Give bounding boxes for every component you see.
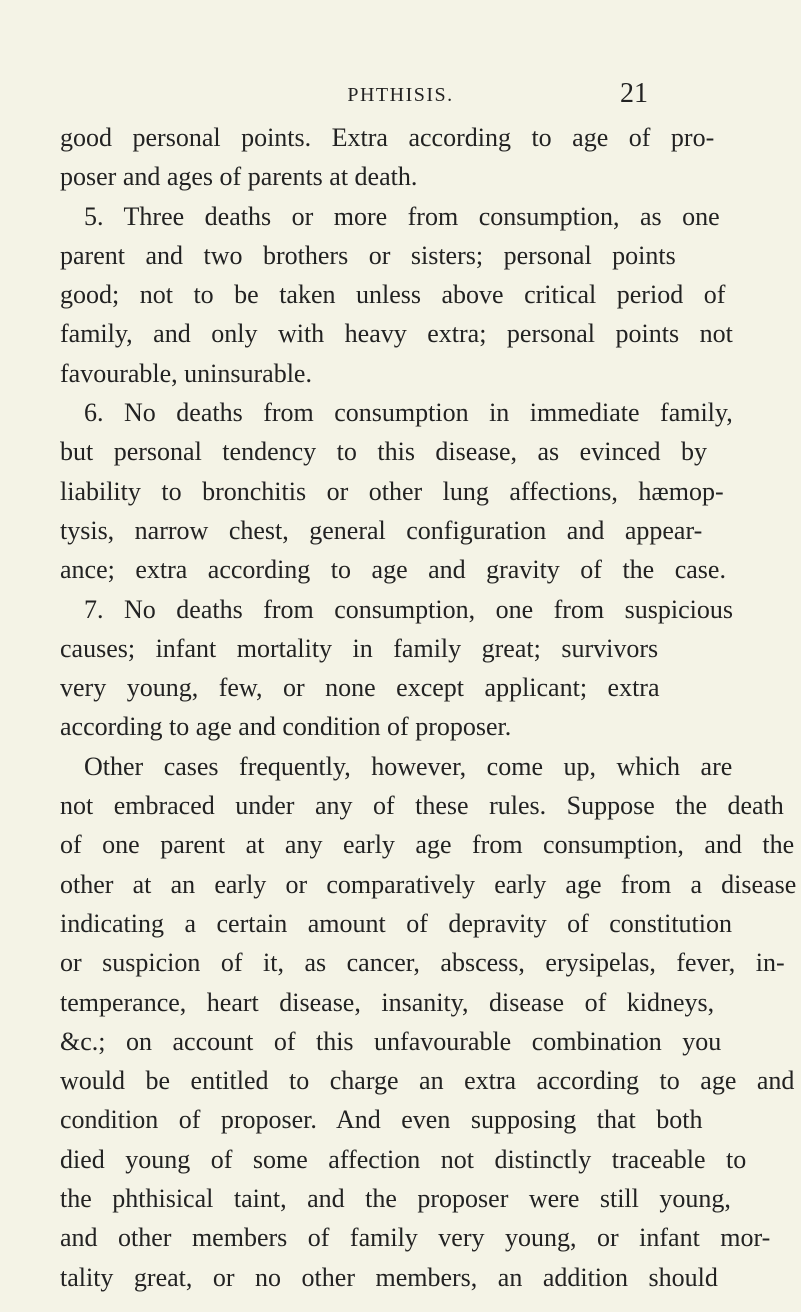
page-number: 21: [620, 78, 648, 109]
text-line: 7. No deaths from consumption, one from suspicious: [84, 594, 733, 624]
text-line: family, and only with heavy extra; personal points not: [60, 319, 733, 349]
text-line: according to age and condition of proposer.: [60, 712, 512, 742]
text-line: or suspicion of it, as cancer, abscess, erysipelas, fever, in-: [60, 948, 785, 978]
text-line: Other cases frequently, however, come up, which are: [84, 751, 733, 781]
text-line: not embraced under any of these rules. Suppose the death: [60, 791, 784, 821]
text-line: indicating a certain amount of depravity of constitution: [60, 908, 733, 938]
text-line: died young of some affection not distinctly traceable to: [60, 1144, 747, 1174]
text-line: favourable, uninsurable.: [60, 358, 312, 388]
text-line: temperance, heart disease, insanity, disease of kidneys,: [60, 987, 715, 1017]
text-line: causes; infant mortality in family great; survivors: [60, 633, 659, 663]
text-line: other at an early or comparatively early age from a disease: [60, 869, 797, 899]
text-line: condition of proposer. And even supposing that both: [60, 1105, 703, 1135]
text-line: tality great, or no other members, an addition should: [60, 1262, 718, 1292]
body-text: [60, 118, 800, 1297]
text-line: good personal points. Extra according to age of pro-: [60, 123, 715, 152]
text-line: poser and ages of parents at death.: [60, 162, 418, 192]
text-line: parent and two brothers or sisters; personal points: [60, 240, 676, 270]
text-line: and other members of family very young, or infant mor-: [60, 1223, 771, 1253]
text-line: tysis, narrow chest, general configuration and appear-: [60, 515, 703, 545]
text-line: liability to bronchitis or other lung affections, hæmop-: [60, 476, 724, 506]
text-line: very young, few, or none except applicant; extra: [60, 673, 660, 703]
text-line: good; not to be taken unless above critical period of: [60, 280, 726, 310]
running-title: PHTHISIS.: [347, 84, 454, 106]
text-line: &c.; on account of this unfavourable combination you: [60, 1026, 722, 1056]
text-line: 5. Three deaths or more from consumption, as one: [84, 201, 720, 231]
text-line: ance; extra according to age and gravity of the case.: [60, 555, 726, 585]
text-line: the phthisical taint, and the proposer were still young,: [60, 1184, 731, 1214]
text-line: would be entitled to charge an extra according to age and: [60, 1066, 795, 1096]
text-line: but personal tendency to this disease, as evinced by: [60, 437, 708, 467]
text-line: of one parent at any early age from consumption, and the: [60, 830, 795, 860]
text-line: 6. No deaths from consumption in immediate family,: [84, 398, 733, 428]
